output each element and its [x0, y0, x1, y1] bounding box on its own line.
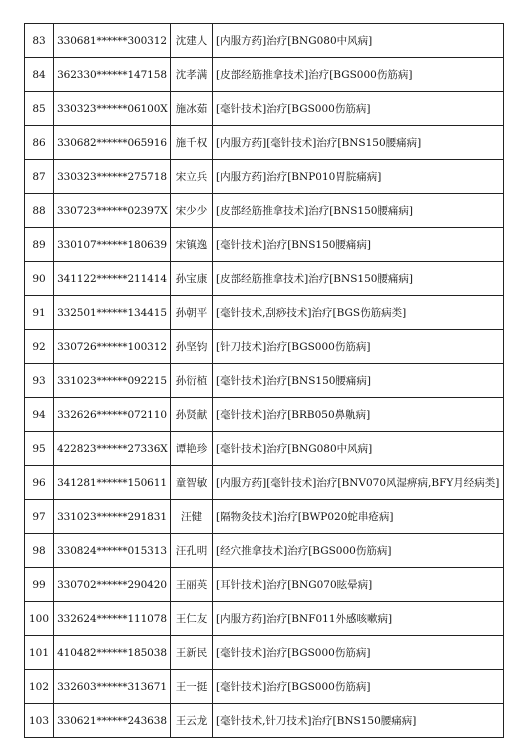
table-row [25, 704, 504, 738]
id-number: 330323******06100X [54, 92, 171, 126]
person-name: 汪健 [171, 500, 213, 534]
id-number: 330107******180639 [54, 228, 171, 262]
treatment-project: [内服方药]治疗[BNG080中风病] [213, 24, 504, 58]
id-number: 332626******072110 [54, 398, 171, 432]
id-number: 362330******147158 [54, 58, 171, 92]
treatment-project: [经穴推拿技术]治疗[BGS000伤筋病] [213, 534, 504, 568]
table-row [25, 126, 504, 160]
table-row [25, 602, 504, 636]
table-row [25, 466, 504, 500]
row-number: 92 [25, 330, 54, 364]
id-number: 341281******150611 [54, 466, 171, 500]
person-name: 孙坚钧 [171, 330, 213, 364]
row-number: 93 [25, 364, 54, 398]
treatment-project: [毫针技术]治疗[BGS000伤筋病] [213, 636, 504, 670]
treatment-project: [毫针技术,针刀技术]治疗[BNS150腰痛病] [213, 704, 504, 738]
person-name: 施冰茹 [171, 92, 213, 126]
id-number: 332501******134415 [54, 296, 171, 330]
table-row [25, 262, 504, 296]
person-name: 宋镇逸 [171, 228, 213, 262]
table-row [25, 24, 504, 58]
treatment-project: [毫针技术]治疗[BGS000伤筋病] [213, 92, 504, 126]
person-name: 王一挺 [171, 670, 213, 704]
person-name: 沈孝满 [171, 58, 213, 92]
treatment-project: [毫针技术,刮痧技术]治疗[BGS伤筋病类] [213, 296, 504, 330]
id-number: 330726******100312 [54, 330, 171, 364]
person-name: 汪孔明 [171, 534, 213, 568]
table-row [25, 194, 504, 228]
id-number: 330681******300312 [54, 24, 171, 58]
id-number: 330323******275718 [54, 160, 171, 194]
person-name: 王云龙 [171, 704, 213, 738]
treatment-project: [皮部经筋推拿技术]治疗[BGS000伤筋病] [213, 58, 504, 92]
id-number: 330723******02397X [54, 194, 171, 228]
person-name: 王新民 [171, 636, 213, 670]
id-number: 330682******065916 [54, 126, 171, 160]
id-number: 332624******111078 [54, 602, 171, 636]
person-name: 宋少少 [171, 194, 213, 228]
id-number: 330621******243638 [54, 704, 171, 738]
table-row [25, 364, 504, 398]
row-number: 97 [25, 500, 54, 534]
treatment-project: [毫针技术]治疗[BNS150腰痛病] [213, 228, 504, 262]
table-row [25, 398, 504, 432]
row-number: 91 [25, 296, 54, 330]
treatment-project: [毫针技术]治疗[BRB050鼻鼽病] [213, 398, 504, 432]
row-number: 102 [25, 670, 54, 704]
person-name: 施千权 [171, 126, 213, 160]
row-number: 96 [25, 466, 54, 500]
table-row [25, 500, 504, 534]
treatment-project: [隔物灸技术]治疗[BWP020蛇串疮病] [213, 500, 504, 534]
row-number: 90 [25, 262, 54, 296]
roster-table [24, 23, 504, 738]
person-name: 孙宝康 [171, 262, 213, 296]
table-row [25, 432, 504, 466]
treatment-project: [皮部经筋推拿技术]治疗[BNS150腰痛病] [213, 262, 504, 296]
table-row [25, 636, 504, 670]
person-name: 沈建人 [171, 24, 213, 58]
id-number: 331023******291831 [54, 500, 171, 534]
id-number: 332603******313671 [54, 670, 171, 704]
table-row [25, 58, 504, 92]
person-name: 王仁友 [171, 602, 213, 636]
treatment-project: [耳针技术]治疗[BNG070眩晕病] [213, 568, 504, 602]
person-name: 孙衍植 [171, 364, 213, 398]
row-number: 98 [25, 534, 54, 568]
row-number: 94 [25, 398, 54, 432]
person-name: 谭艳珍 [171, 432, 213, 466]
row-number: 86 [25, 126, 54, 160]
treatment-project: [内服方药][毫针技术]治疗[BNV070风湿痹病,BFY月经病类] [213, 466, 504, 500]
row-number: 88 [25, 194, 54, 228]
table-row [25, 330, 504, 364]
treatment-project: [针刀技术]治疗[BGS000伤筋病] [213, 330, 504, 364]
id-number: 422823******27336X [54, 432, 171, 466]
row-number: 89 [25, 228, 54, 262]
table-row [25, 568, 504, 602]
row-number: 84 [25, 58, 54, 92]
row-number: 101 [25, 636, 54, 670]
table-row [25, 160, 504, 194]
person-name: 孙贤献 [171, 398, 213, 432]
table-row [25, 228, 504, 262]
row-number: 83 [25, 24, 54, 58]
row-number: 103 [25, 704, 54, 738]
id-number: 330702******290420 [54, 568, 171, 602]
person-name: 王丽英 [171, 568, 213, 602]
id-number: 410482******185038 [54, 636, 171, 670]
person-name: 宋立兵 [171, 160, 213, 194]
row-number: 95 [25, 432, 54, 466]
id-number: 341122******211414 [54, 262, 171, 296]
treatment-project: [内服方药][毫针技术]治疗[BNS150腰痛病] [213, 126, 504, 160]
table-row [25, 296, 504, 330]
treatment-project: [毫针技术]治疗[BNG080中风病] [213, 432, 504, 466]
row-number: 100 [25, 602, 54, 636]
treatment-project: [毫针技术]治疗[BNS150腰痛病] [213, 364, 504, 398]
person-name: 童智敏 [171, 466, 213, 500]
treatment-project: [毫针技术]治疗[BGS000伤筋病] [213, 670, 504, 704]
row-number: 85 [25, 92, 54, 126]
table-row [25, 92, 504, 126]
id-number: 331023******092215 [54, 364, 171, 398]
row-number: 99 [25, 568, 54, 602]
person-name: 孙朝平 [171, 296, 213, 330]
treatment-project: [皮部经筋推拿技术]治疗[BNS150腰痛病] [213, 194, 504, 228]
roster-body [25, 24, 504, 738]
table-row [25, 670, 504, 704]
treatment-project: [内服方药]治疗[BNF011外感咳嗽病] [213, 602, 504, 636]
treatment-project: [内服方药]治疗[BNP010胃脘痛病] [213, 160, 504, 194]
id-number: 330824******015313 [54, 534, 171, 568]
table-row [25, 534, 504, 568]
row-number: 87 [25, 160, 54, 194]
